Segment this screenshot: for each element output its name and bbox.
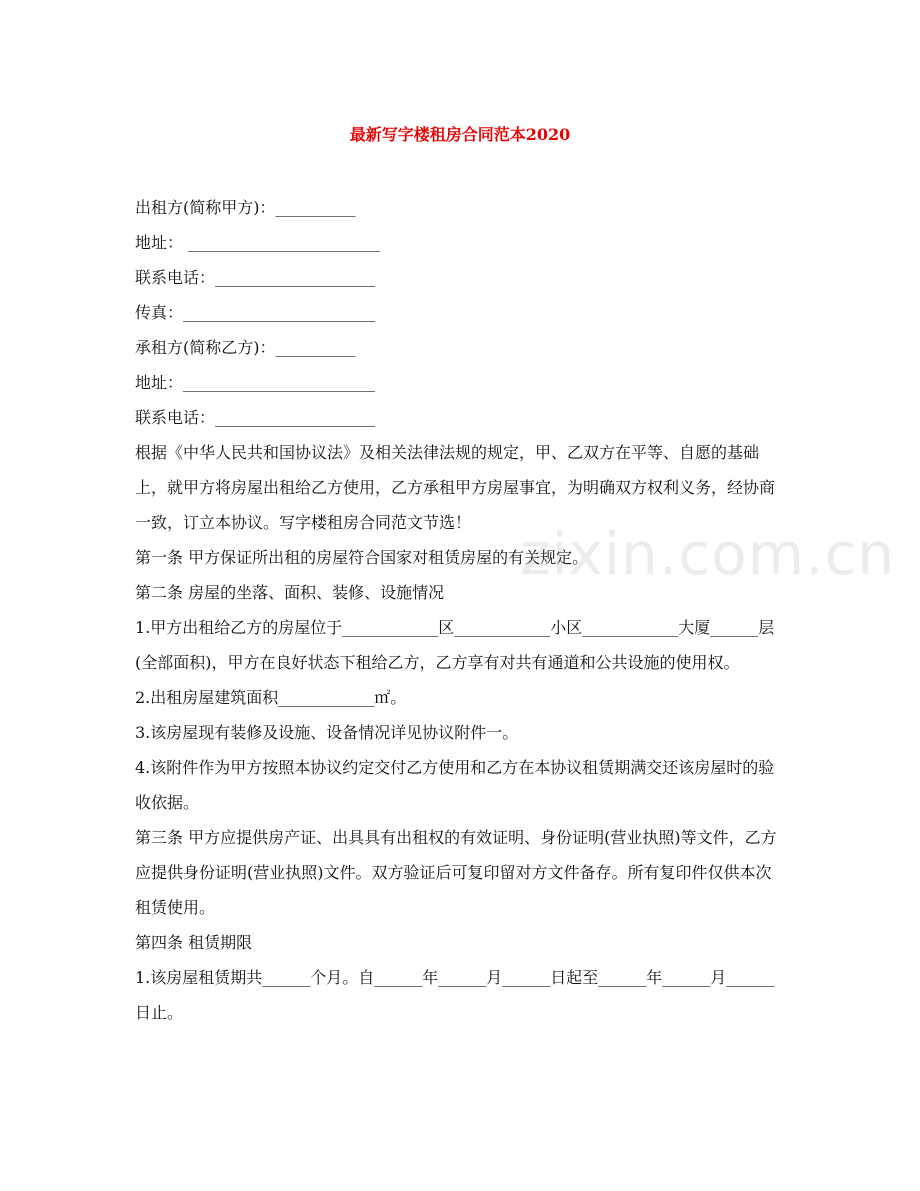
- article-2-item-3: 3.该房屋现有装修及设施、设备情况详见协议附件一。: [135, 723, 519, 742]
- lessee-address-line: 地址：________________________: [135, 373, 376, 392]
- lessor-name-line: 出租方(简称甲方)：__________: [135, 198, 356, 217]
- watermark-text: zixin.com.cn: [520, 520, 896, 588]
- lessor-address-line: 地址： ________________________: [135, 233, 381, 252]
- article-4-item-1: 1.该房屋租赁期共______个月。自______年______月______日起至______年______月______日止。: [135, 968, 775, 1022]
- lessor-fax-line: 传真：________________________: [135, 303, 376, 322]
- lessee-name-line: 承租方(简称乙方)：__________: [135, 338, 356, 357]
- article-2-item-1: 1.甲方出租给乙方的房屋位于____________区____________小区____________大厦______层(全部面积)，甲方在良好状态下租给乙方，乙方享有对共有通道和公共设施的使用权。: [135, 618, 775, 672]
- article-2-item-4: 4.该附件作为甲方按照本协议约定交付乙方使用和乙方在本协议租赁期满交还该房屋时的验收依据。: [135, 758, 775, 812]
- article-4-heading: 第四条 租赁期限: [135, 933, 253, 952]
- lessor-phone-line: 联系电话：____________________: [135, 268, 376, 287]
- preamble-paragraph: 根据《中华人民共和国协议法》及相关法律法规的规定，甲、乙双方在平等、自愿的基础上，就甲方将房屋出租给乙方使用，乙方承租甲方房屋事宜，为明确双方权利义务，经协商一致，订立本协议。写字楼租房合同范文节选！: [135, 443, 776, 532]
- document-body: [135, 190, 785, 1030]
- article-2-item-2: 2.出租房屋建筑面积____________㎡。: [135, 688, 407, 707]
- article-3: 第三条 甲方应提供房产证、出具具有出租权的有效证明、身份证明(营业执照)等文件，乙方应提供身份证明(营业执照)文件。双方验证后可复印留对方文件备存。所有复印件仅供本次租赁使用。: [135, 828, 777, 917]
- lessee-phone-line: 联系电话：____________________: [135, 408, 376, 427]
- document-title: 最新写字楼租房合同范本2020: [349, 125, 571, 144]
- article-2-heading: 第二条 房屋的坐落、面积、装修、设施情况: [135, 583, 445, 602]
- article-1: 第一条 甲方保证所出租的房屋符合国家对租赁房屋的有关规定。: [135, 548, 589, 567]
